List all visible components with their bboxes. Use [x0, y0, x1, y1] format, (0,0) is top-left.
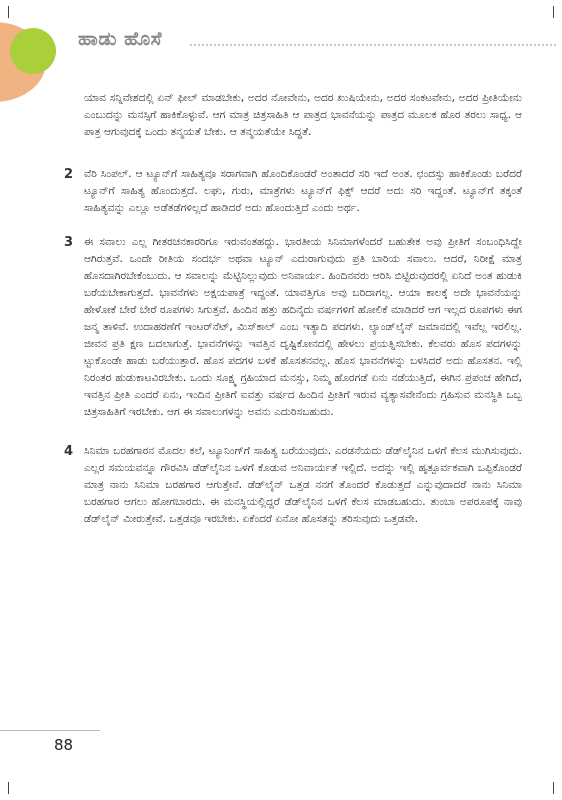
chapter-title: ಹಾಡು ಹೊಸೆ	[78, 28, 163, 50]
answer-item-3	[64, 234, 522, 421]
answer-paragraph: ವೆರಿ ಸಿಂಪಲ್. ಆ ಟ್ಯೂನ್‌ಗೆ ಸಾಹಿತ್ಯವೂ ಸರಾಗವಾಗಿ ಹೊಂದಿಕೊಂಡರೆ ಅಂತಾದರೆ ಸರಿ ಇದೆ ಅಂತ. ಛಂದಸ್ಸು ಹಾಕಿಕೊಂಡು ಬರೆದರೆ ಟ್ಯೂನ್‌ಗೆ ಸಾಹಿತ್ಯ ಹೊಂದುತ್ತದೆ. ಲಘು, ಗುರು, ಮಾತ್ರೆಗಳು ಟ್ಯೂನ್‌ಗೆ ಫಿಕ್ಸ್ ಆದರೆ ಅದು ಸರಿ ಇದ್ದಂತೆ. ಟ್ಯೂನ್‌ಗೆ ತಕ್ಕಂತೆ ಸಾಹಿತ್ಯವನ್ನು ಎಲ್ಲೂ ಅಡೆತಡೆಗಳಿಲ್ಲದೆ ಹಾಡಿದರೆ ಅದು ಹೊಂದುತ್ತಿದೆ ಎಂದು ಅರ್ಥ.	[84, 168, 522, 214]
decorative-green-circle	[10, 28, 56, 74]
page-body	[64, 90, 522, 528]
crop-mark	[553, 782, 554, 794]
footer-rule	[0, 730, 100, 731]
crop-mark	[8, 6, 9, 18]
answer-item-4	[64, 443, 522, 528]
crop-mark	[8, 782, 9, 794]
item-number: 2	[64, 167, 74, 182]
answer-paragraph: ಸಿನಿಮಾ ಬರಹಗಾರನ ಮೊದಲ ಕಲೆ, ಟ್ಯೂನಿಂಗ್‌ಗೆ ಸಾಹಿತ್ಯ ಬರೆಯುವುದು. ಎರಡನೆಯದು ಡೆಡ್‌ಲೈನಿನ ಒಳಗೆ ಕೆಲಸ ಮುಗಿಸುವುದು. ಎಲ್ಲರ ಸಮಯವನ್ನೂ ಗೌರವಿಸಿ ಡೆಡ್‌ಲೈನಿನ ಒಳಗೆ ಕೊಡುವ ಅನಿವಾರ್ಯತೆ ಇಲ್ಲಿದೆ. ಅದನ್ನು ಇಲ್ಲಿ ಹೃತ್ಪೂರ್ವಕವಾಗಿ ಒಪ್ಪಿಕೊಂಡರೆ ಮಾತ್ರ ನಾನು ಸಿನಿಮಾ ಬರಹಗಾರ ಆಗುತ್ತೇನೆ. ಡೆಡ್‌ಲೈನ್ ಒತ್ತಡ ನನಗೆ ತೊಂದರೆ ಕೊಡುತ್ತದೆ ಎನ್ನುವುದಾದರೆ ನಾನು ಸಿನಿಮಾ ಬರಹಗಾರ ಆಗಲು ಹೋಗಬಾರದು. ಈ ಮನಸ್ಥಿಯಲ್ಲಿದ್ದರೆ ಡೆಡ್‌ಲೈನಿನ ಒಳಗೆ ಕೆಲಸ ಮಾಡಬಹುದು. ತುಂಬಾ ಅಪರೂಪಕ್ಕೆ ನಾವು ಡೆಡ್‌ಲೈನ್ ಮೀರುತ್ತೇವೆ. ಒತ್ತಡವೂ ಇರಬೇಕು. ಏಕೆಂದರೆ ಏನೋ ಹೊಸತನ್ನು ತರಿಸುವುದು ಒತ್ತಡವೇ.	[84, 445, 522, 525]
crop-mark	[553, 6, 554, 18]
header-dotted-rule	[190, 44, 556, 46]
answer-paragraph: ಈ ಸವಾಲು ಎಲ್ಲ ಗೀತರಚನಕಾರರಿಗೂ ಇರುವಂತಹದ್ದು. ಭಾರತೀಯ ಸಿನಿಮಾಗಳೆಂದರೆ ಬಹುತೇಕ ಅವು ಪ್ರೀತಿಗೆ ಸಂಬಂಧಿಸಿದ್ದೇ ಆಗಿರುತ್ತವೆ. ಒಂದೇ ರೀತಿಯ ಸಂದರ್ಭ ಅಥವಾ ಟ್ಯೂನ್ ಎದುರಾಗುವುದು ಪ್ರತಿ ಬಾರಿಯ ಸವಾಲು. ಆದರೆ, ನಿರೀಕ್ಷೆ ಮಾತ್ರ ಹೊಸದಾಗಿರಬೇಕೆಂಬುದು. ಆ ಸವಾಲನ್ನು ಮೆಟ್ಟಿನಿಲ್ಲುವುದು ಅನಿವಾರ್ಯ. ಹಿಂದಿನವರು ಆರಿಸಿ ಬಿಟ್ಟಿರುವುದರಲ್ಲಿ ಏನಿದೆ ಅಂತ ಹುಡುಕಿ ಬರೆಯಬೇಕಾಗುತ್ತದೆ. ಭಾವನೆಗಳು ಅಕ್ಷಯಪಾತ್ರೆ ಇದ್ದಂತೆ. ಯಾವತ್ತಿಗೂ ಅವು ಬರಿದಾಗಲ್ಲ. ಆಯಾ ಕಾಲಕ್ಕೆ ಅದೇ ಭಾವನೆಯನ್ನು ಹೇಳೋಕೆ ಬೇರೆ ಬೇರೆ ರೂಪಗಳು ಸಿಗುತ್ತವೆ. ಹಿಂದಿನ ಹತ್ತು ಹದಿನೈದು ವರ್ಷಗಳಿಗೆ ಹೋಲಿಕೆ ಮಾಡಿದರೆ ಆಗ ಇಲ್ಲದ ರೂಪಗಳು ಈಗ ಜನ್ಮ ತಾಳಿವೆ. ಉದಾಹರಣೆಗೆ ಇಂಟರ್‌ನೆಟ್, ಮಿಸ್‌ಕಾಲ್ ಎಂಬ ಇತ್ಯಾದಿ ಪದಗಳು. ಲ್ಯಾಂಡ್‌ಲೈನ್ ಜಮಾನದಲ್ಲಿ ಇವೆಲ್ಲ ಇರಲಿಲ್ಲ. ಜೀವನ ಪ್ರತಿ ಕ್ಷಣ ಬದಲಾಗುತ್ತೆ. ಭಾವನೆಗಳನ್ನು ಇವತ್ತಿನ ದೃಷ್ಟಿಕೋನದಲ್ಲಿ ಹೇಳಲು ಪ್ರಯತ್ನಿಸಬೇಕು. ಕೆಲವರು ಹೊಸ ಪದಗಳನ್ನು ಟ್ಟುಕೊಂಡೇ ಹಾಡು ಬರೆಯುತ್ತಾರೆ. ಹೊಸ ಪದಗಳ ಬಳಕೆ ಹೊಸತನವಲ್ಲ. ಹೊಸ ಭಾವನೆಗಳನ್ನು ಬಳಸಿದರೆ ಅದು ಹೊಸತನ. ಇಲ್ಲಿ ನಿರಂತರ ಹುಡುಕಾಟವಿರಬೇಕು. ಒಂದು ಸೂಕ್ಷ್ಮ ಗ್ರಹಿಯಾದ ಮನಸ್ಸು, ನಿಮ್ಮ ಹೊರಗಡೆ ಏನು ನಡೆಯುತ್ತಿದೆ, ಈಗಿನ ಪ್ರಪಂಚ ಹೇಗಿದೆ, ಇವತ್ತಿನ ಪ್ರೀತಿ ಎಂದರೆ ಏನು, ಇಂದಿನ ಪ್ರೀತಿಗೆ ಐವತ್ತು ವರ್ಷದ ಹಿಂದಿನ ಪ್ರೀತಿಗೆ ಇರುವ ವ್ಯತ್ಯಾಸವೇನೆಂದು ಗ್ರಹಿಸುವ ಮನಸ್ಥಿತಿ ಒಬ್ಬ ಚಿತ್ರಸಾಹಿತಿಗೆ ಇರಬೇಕು. ಆಗ ಈ ಸವಾಲುಗಳನ್ನು ಅವನು ಎದುರಿಸಬಹುದು.	[84, 236, 522, 418]
item-number: 3	[64, 235, 74, 250]
intro-paragraph: ಯಾವ ಸನ್ನಿವೇಶದಲ್ಲಿ ಏನ್ ಫೀಲ್ ಮಾಡಬೇಕು, ಅದರ ನೋವೇನು, ಅದರ ಖುಷಿಯೇನು, ಅದರ ಸಂಕಟವೇನು, ಅದರ ಪ್ರೀತಿಯೇನು ಎಂಬುದನ್ನು ಮನಸ್ಸಿಗೆ ಹಾಕಿಕೊಳ್ಳುವೆ. ಆಗ ಮಾತ್ರ ಚಿತ್ರಸಾಹಿತಿ ಆ ಪಾತ್ರದ ಭಾವನೆಯನ್ನು ಪಾತ್ರದ ಮೂಲಕ ಹೊರ ತರಲು ಸಾಧ್ಯ. ಆ ಪಾತ್ರ ಆಗುವುದಕ್ಕೆ ಒಂದು ತನ್ಮಯತೆ ಬೇಕು. ಆ ತನ್ಮಯತೆಯೇ ಸಿದ್ಧತೆ.	[84, 92, 522, 138]
item-number: 4	[64, 444, 74, 459]
page-number: 88	[54, 736, 74, 754]
answer-item-2	[64, 166, 522, 217]
